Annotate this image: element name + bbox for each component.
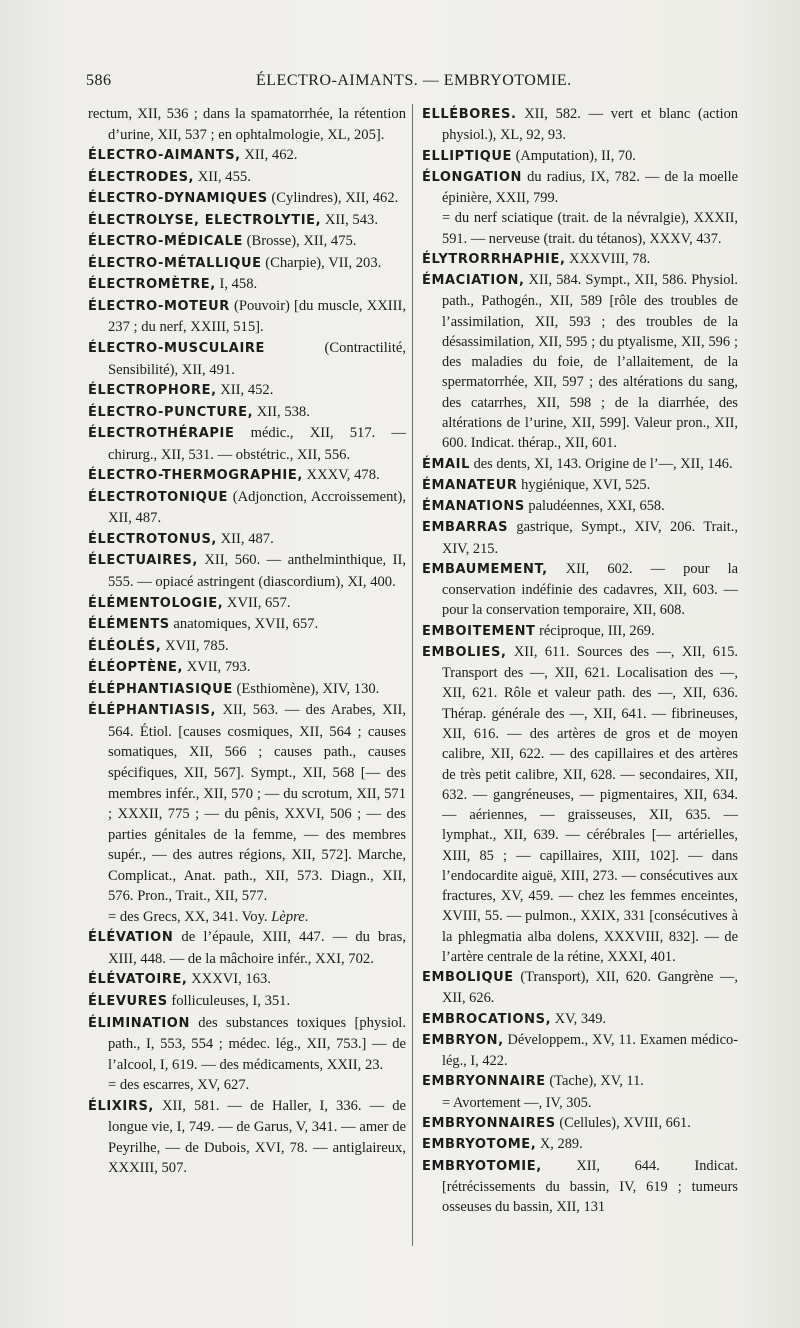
entry-text: = Avortement —, IV, 305. xyxy=(442,1094,592,1111)
entry-text: (Cellules), XVIII, 661. xyxy=(555,1115,691,1132)
entry-text: XXXV, 478. xyxy=(302,467,380,484)
index-entry xyxy=(422,517,738,559)
entry-headword: ÉLÉPHANTIASIS, xyxy=(88,703,217,719)
entry-headword: EMBOLIQUE xyxy=(422,970,514,986)
index-entry xyxy=(422,967,738,1009)
index-entry xyxy=(422,270,738,453)
entry-headword: EMBRYOTOMIE, xyxy=(422,1158,542,1174)
entry-headword: ÉLECTRO-MUSCULAIRE xyxy=(88,341,265,357)
index-entry xyxy=(88,402,406,424)
entry-headword: ÉLECTRO-DYNAMIQUES xyxy=(88,191,268,207)
entry-headword: ÉLÉOLÉS, xyxy=(88,638,162,654)
index-entry xyxy=(422,167,738,209)
index-entry xyxy=(422,1113,738,1134)
entry-text: (Pouvoir) [du muscle, XXIII, 237 ; du nerf, XXIII, 515]. xyxy=(108,297,406,336)
index-entry xyxy=(88,679,406,701)
index-entry xyxy=(88,657,406,679)
entry-headword: ÉLECTRO-MÉDICALE xyxy=(88,234,243,250)
entry-text: (Brosse), XII, 475. xyxy=(242,233,357,250)
entry-text: du radius, IX, 782. — de la moelle épinière, XXII, 799. xyxy=(442,168,738,207)
index-entry xyxy=(422,642,738,967)
entry-text: (Esthiomène), XIV, 130. xyxy=(232,680,380,697)
entry-headword: ÉLECTROTONIQUE xyxy=(88,489,229,505)
index-entry xyxy=(422,1071,738,1092)
running-title: ÉLECTRO-AIMANTS. — EMBRYOTOMIE. xyxy=(256,72,572,89)
page-number: 586 xyxy=(86,72,112,89)
entry-headword: ÉLÉPHANTIASIQUE xyxy=(88,681,233,697)
entry-text: XII, 543. xyxy=(321,211,378,228)
index-entry xyxy=(88,1013,406,1076)
entry-text: XII, 487. xyxy=(216,530,274,547)
entry-headword: EMBAUMEMENT, xyxy=(422,561,548,577)
entry-headword: ÉLECTROMÈTRE, xyxy=(88,277,216,293)
entry-text: (Transport), XII, 620. Gangrène —, XII, 626. xyxy=(442,969,738,1007)
entry-text-end: . xyxy=(304,908,309,925)
entry-headword: ÉLÉVATOIRE, xyxy=(88,972,188,988)
index-entry xyxy=(88,167,406,189)
entry-text: XII, 452. xyxy=(216,382,274,399)
index-entry xyxy=(88,338,406,380)
index-entry xyxy=(88,487,406,529)
entry-text: XII, 560. — anthelminthique, II, 555. — opiacé astringent (diascordium), XI, 400. xyxy=(108,552,406,591)
index-entry xyxy=(422,1030,738,1072)
entry-text: = du nerf sciatique (trait. de la névralgie), XXXII, 591. — nerveuse (trait. du tétanos), XXXV, 437. xyxy=(442,210,738,247)
entry-text: = des Grecs, XX, 341. Voy. xyxy=(108,908,272,925)
index-entry xyxy=(422,454,738,475)
entry-text: réciproque, III, 269. xyxy=(535,622,655,639)
entry-headword: ÉLÉMENTS xyxy=(88,617,170,633)
left-column xyxy=(88,104,406,1179)
index-entry xyxy=(422,1134,738,1155)
index-entry xyxy=(88,210,406,232)
index-entry xyxy=(88,529,406,551)
entry-headword: ÉLÉOPTÈNE, xyxy=(88,660,184,676)
entry-headword: ÉLIXIRS, xyxy=(88,1098,154,1114)
index-entry xyxy=(422,475,738,496)
index-entry xyxy=(422,621,738,642)
entry-text: XXXVI, 163. xyxy=(187,971,271,988)
entry-headword: ÉMACIATION, xyxy=(422,273,525,289)
right-column xyxy=(422,104,738,1217)
entry-text: (Tache), XV, 11. xyxy=(545,1073,644,1090)
entry-text: (Charpie), VII, 203. xyxy=(261,254,382,271)
entry-text: XVII, 793. xyxy=(183,659,251,676)
entry-headword: ÉLEVURES xyxy=(88,993,168,1009)
entry-text: XII, 563. — des Arabes, XII, 564. Étiol. [causes cosmiques, XII, 564 ; causes somatiques, XII, 566 ; causes path., causes spécifiques, XII, 567]. Sympt., XII, 568 [— des membres infér., XII, 570 ; — du scrotum, XII, 571 ; XXXII, 775 ; — du pênis, XXVI, 506 ; — des parties génitales de la femme, — des membres supér., — des autres régions, XII, 572]. Marche, Complicat., Anat. path., XII, 573. Diagn., XII, 576. Pron., Trait., XII, 577. xyxy=(108,702,406,905)
entry-headword: EMBOLIES, xyxy=(422,644,507,660)
entry-text: XXXVIII, 78. xyxy=(565,250,651,267)
index-entry xyxy=(88,274,406,296)
entry-text: paludéennes, XXI, 658. xyxy=(524,498,665,515)
index-entry xyxy=(88,465,406,487)
index-entry xyxy=(88,188,406,210)
entry-text: des dents, XI, 143. Origine de l’—, XII, 146. xyxy=(470,455,733,472)
entry-text: XII, 611. Sources des —, XII, 615. Transport des —, XII, 621. Localisation des —, XII, 621. Rôle et valeur path. des —, XII, 636. Thérap. générale des —, XII, 641. — fibrineuses, XII, 616. — des artères de gros et de moyen calibre, XII, 622. — des capillaires et des artères de très petit calibre, XII, 628. — secondaires, XII, 632. — gangréneuses, — pigmentaires, XII, 634. — aériennes, — graisseuses, XII, 635. — lymphat., XII, 639. — cérébrales [— artérielles, XIII, 85 ; — capillaires, XIII, 102]. — dans l’endocardite aiguë, XIII, 273. — consécutives aux fractures, XV, 459. — chez les femmes enceintes, XVIII, 55. — pulmon., XXIX, 331 [consécutives à la phlegmatia alba dolens, XXXVIII, 832]. — de l’artère centrale de la rétine, XXXI, 401. xyxy=(442,643,738,965)
index-entry xyxy=(88,991,406,1013)
entry-headword: ÉLECTRO-MÉTALLIQUE xyxy=(88,255,262,271)
entry-headword: EMBROCATIONS, xyxy=(422,1011,552,1027)
entry-text: XVII, 785. xyxy=(161,637,229,654)
index-entry xyxy=(88,907,406,928)
entry-headword: ÉMANATEUR xyxy=(422,477,518,493)
entry-headword: ÉLECTUAIRES, xyxy=(88,553,198,569)
entry-headword: EMBOITEMENT xyxy=(422,623,536,639)
index-entry xyxy=(422,249,738,270)
index-entry xyxy=(422,496,738,517)
running-header xyxy=(86,72,766,94)
entry-headword: ÉLECTROLYSE, ELECTROLYTIE, xyxy=(88,212,322,228)
index-entry xyxy=(88,423,406,465)
entry-headword: ÉLECTRO-PUNCTURE, xyxy=(88,404,254,420)
index-entry xyxy=(88,1075,406,1096)
entry-headword: ELLÉBORES. xyxy=(422,107,517,122)
index-entry xyxy=(88,593,406,615)
entry-text: (Contractilité, Sensibilité), XII, 491. xyxy=(108,340,406,378)
entry-text: XII, 581. — de Haller, I, 336. — de longue vie, I, 749. — de Garus, V, 341. — amer de Peyrilhe, — de Dubois, XVI, 78. — antiglaireux, XXXIII, 507. xyxy=(108,1097,406,1177)
index-entry xyxy=(422,104,738,146)
index-entry xyxy=(422,559,738,621)
entry-text: XII, 582. — vert et blanc (action physiol.), XL, 92, 93. xyxy=(442,106,738,144)
index-entry xyxy=(88,145,406,167)
index-entry xyxy=(422,1009,738,1030)
index-entry xyxy=(88,253,406,275)
entry-headword: ÉLYTRORRHAPHIE, xyxy=(422,251,566,267)
entry-text: hygiénique, XVI, 525. xyxy=(517,476,651,493)
index-entry xyxy=(88,380,406,402)
entry-text: des substances toxiques [physiol. path., I, 553, 554 ; médec. lég., XII, 753.] — de l’alcool, I, 619. — des médicaments, XXII, 23. xyxy=(108,1014,406,1073)
entry-headword: ÉLECTRODES, xyxy=(88,169,195,185)
entry-text: XII, 602. — pour la conservation indéfinie des cadavres, XII, 603. — pour la conservation temporaire, XII, 608. xyxy=(442,560,738,619)
entry-headword: ÉLECTRO-MOTEUR xyxy=(88,298,230,314)
entry-headword: ÉLECTRO-AIMANTS, xyxy=(88,148,241,164)
entry-text: folliculeuses, I, 351. xyxy=(167,992,291,1009)
entry-headword: ÉLECTROTHÉRAPIE xyxy=(88,426,235,442)
entry-cross-reference: Lèpre xyxy=(271,908,305,925)
entry-headword: ELLIPTIQUE xyxy=(422,148,513,164)
entry-headword: ÉMANATIONS xyxy=(422,499,525,515)
entry-text: de l’épaule, XIII, 447. — du bras, XIII, 448. — de la mâchoire infér., XXI, 702. xyxy=(108,929,406,967)
entry-text: (Amputation), II, 70. xyxy=(512,147,636,164)
entry-text: (Cylindres), XII, 462. xyxy=(267,190,399,207)
index-entry xyxy=(88,614,406,636)
entry-text: XII, 538. xyxy=(253,403,310,420)
entry-headword: ÉMAIL xyxy=(422,456,470,472)
entry-text: XII, 462. xyxy=(240,147,298,164)
index-entry xyxy=(88,700,406,906)
index-entry xyxy=(88,969,406,991)
entry-text: (Adjonction, Accroissement), XII, 487. xyxy=(108,488,406,527)
entry-text: XVII, 657. xyxy=(223,594,291,611)
entry-text: XV, 349. xyxy=(551,1010,607,1027)
entry-text: gastrique, Sympt., XIV, 206. Trait., XIV, 215. xyxy=(442,519,738,557)
index-entry xyxy=(88,231,406,253)
entry-text: XII, 455. xyxy=(194,168,251,185)
entry-headword: EMBRYONNAIRE xyxy=(422,1074,546,1090)
entry-text: anatomiques, XVII, 657. xyxy=(169,616,319,633)
entry-headword: ÉLONGATION xyxy=(422,169,522,185)
entry-text: XII, 584. Sympt., XII, 586. Physiol. path., Pathogén., XII, 589 [rôle des troubles de l’assimilation, XII, 593 ; des troubles de la désassimilation, XII, 595 ; du ptyalisme, XII, 596 ; des maladies du foie, de l’allaitement, de la spermatorrhée, XII, 597 ; des altérations du sang, des catarrhes, XII, 598 ; de la diarrhée, des altérations de l’urine, XII, 599]. Valeur pron., XII, 600. Indicat. thérap., XII, 601. xyxy=(442,272,738,452)
index-entry xyxy=(422,1156,738,1218)
entry-headword: ÉLECTROPHORE, xyxy=(88,383,217,399)
index-entry xyxy=(88,636,406,658)
entry-headword: ÉLIMINATION xyxy=(88,1015,190,1031)
column-divider xyxy=(412,104,413,1246)
entry-headword: EMBRYON, xyxy=(422,1032,504,1048)
index-entry xyxy=(88,104,406,145)
entry-text: = des escarres, XV, 627. xyxy=(108,1077,250,1094)
entry-headword: ÉLECTROTONUS, xyxy=(88,531,217,547)
entry-text: rectum, XII, 536 ; dans la spamatorrhée, la rétention d’urine, XII, 537 ; en ophtalmologie, XL, 205]. xyxy=(88,106,406,143)
index-entry xyxy=(88,296,406,338)
entry-text: XII, 644. Indicat. [rétrécissements du bassin, IV, 619 ; tumeurs osseuses du bassin, XII, 131 xyxy=(442,1157,738,1216)
entry-headword: EMBARRAS xyxy=(422,520,509,536)
entry-text: X, 289. xyxy=(536,1136,583,1153)
index-entry xyxy=(422,208,738,249)
entry-text: I, 458. xyxy=(215,276,258,293)
entry-headword: ÉLÉVATION xyxy=(88,930,174,946)
index-entry xyxy=(88,550,406,592)
entry-text: Développem., XV, 11. Examen médico-lég., I, 422. xyxy=(442,1031,738,1070)
entry-headword: EMBRYOTOME, xyxy=(422,1137,537,1153)
entry-headword: ÉLÉMENTOLOGIE, xyxy=(88,595,224,611)
index-entry xyxy=(422,1093,738,1113)
entry-headword: ÉLECTRO-THERMOGRAPHIE, xyxy=(88,468,303,484)
index-entry xyxy=(422,146,738,167)
entry-text: médic., XII, 517. — chirurg., XII, 531. — obstétric., XII, 556. xyxy=(108,425,406,463)
entry-headword: EMBRYONNAIRES xyxy=(422,1116,556,1132)
index-entry xyxy=(88,927,406,969)
index-entry xyxy=(88,1096,406,1179)
